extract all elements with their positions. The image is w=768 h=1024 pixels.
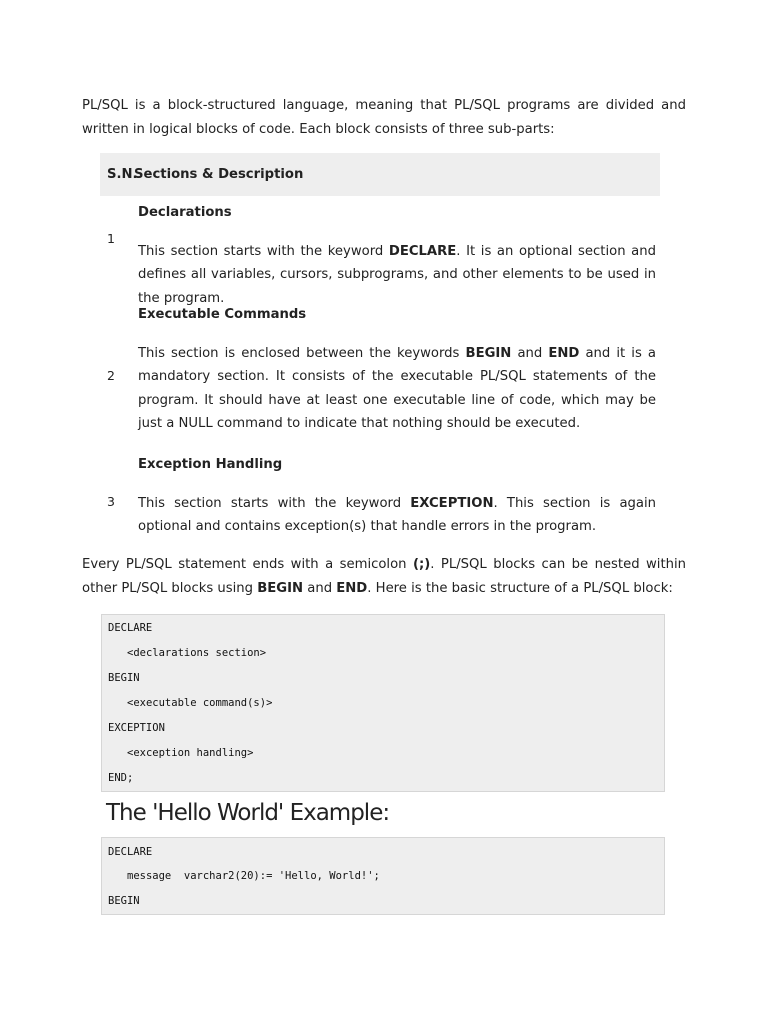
code-line: DECLARE — [108, 846, 153, 858]
code-block-hello-world — [101, 837, 665, 915]
keyword-end: END — [336, 580, 368, 596]
keyword-begin: BEGIN — [465, 346, 512, 361]
row-number: 1 — [107, 231, 115, 246]
row-description: This section is enclosed between the keywords BEGIN and END and it is a mandatory section. It consists of the executable PL/SQL statements of the program. It should have at least one executable line of code, which may be just a NULL command to indicate that nothing should be executed. — [138, 346, 657, 431]
keyword-declare: DECLARE — [388, 244, 457, 259]
table-row — [100, 303, 660, 435]
header-sections: Sections & Description — [134, 167, 304, 182]
code-line: END; — [108, 772, 134, 784]
row-number: 2 — [107, 368, 115, 383]
row-number: 3 — [107, 494, 115, 509]
code-line: <executable command(s)> — [127, 697, 273, 709]
code-line: EXCEPTION — [108, 722, 165, 734]
row-description: This section starts with the keyword EXCEPTION. This section is again optional and contains exception(s) that handle errors in the program. — [138, 496, 656, 535]
semicolon-symbol: (;) — [412, 557, 431, 572]
keyword-begin: BEGIN — [257, 580, 304, 596]
row-title: Declarations — [138, 205, 232, 220]
code-line: BEGIN — [108, 672, 140, 684]
row-title: Executable Commands — [138, 307, 307, 322]
code-line: <declarations section> — [127, 647, 267, 659]
sections-table — [100, 153, 660, 535]
table-header — [100, 153, 660, 196]
row-title: Exception Handling — [138, 457, 283, 472]
code-line: <exception handling> — [127, 747, 254, 759]
structure-paragraph: Every PL/SQL statement ends with a semicolon (;). PL/SQL blocks can be nested within other PL/SQL blocks using BEGIN and END. Here is the basic structure of a PL/SQL block: — [82, 557, 686, 596]
table-row — [100, 201, 660, 310]
code-line: DECLARE — [108, 622, 153, 634]
row-description: This section starts with the keyword DECLARE. It is an optional section and defines all variables, cursors, subprograms, and other elements to be used in the program. — [138, 244, 656, 306]
table-row — [100, 453, 660, 539]
code-line: message varchar2(20):= 'Hello, World!'; — [127, 870, 380, 882]
example-heading: The 'Hello World' Example: — [106, 800, 390, 826]
code-block-structure — [101, 614, 665, 792]
code-line: BEGIN — [108, 895, 140, 907]
keyword-end: END — [548, 346, 580, 361]
keyword-exception: EXCEPTION — [410, 496, 494, 511]
intro-paragraph: PL/SQL is a block-structured language, meaning that PL/SQL programs are divided and written in logical blocks of code. Each block consists of three sub-parts: — [82, 98, 686, 137]
header-sn: S.N. — [107, 167, 138, 182]
